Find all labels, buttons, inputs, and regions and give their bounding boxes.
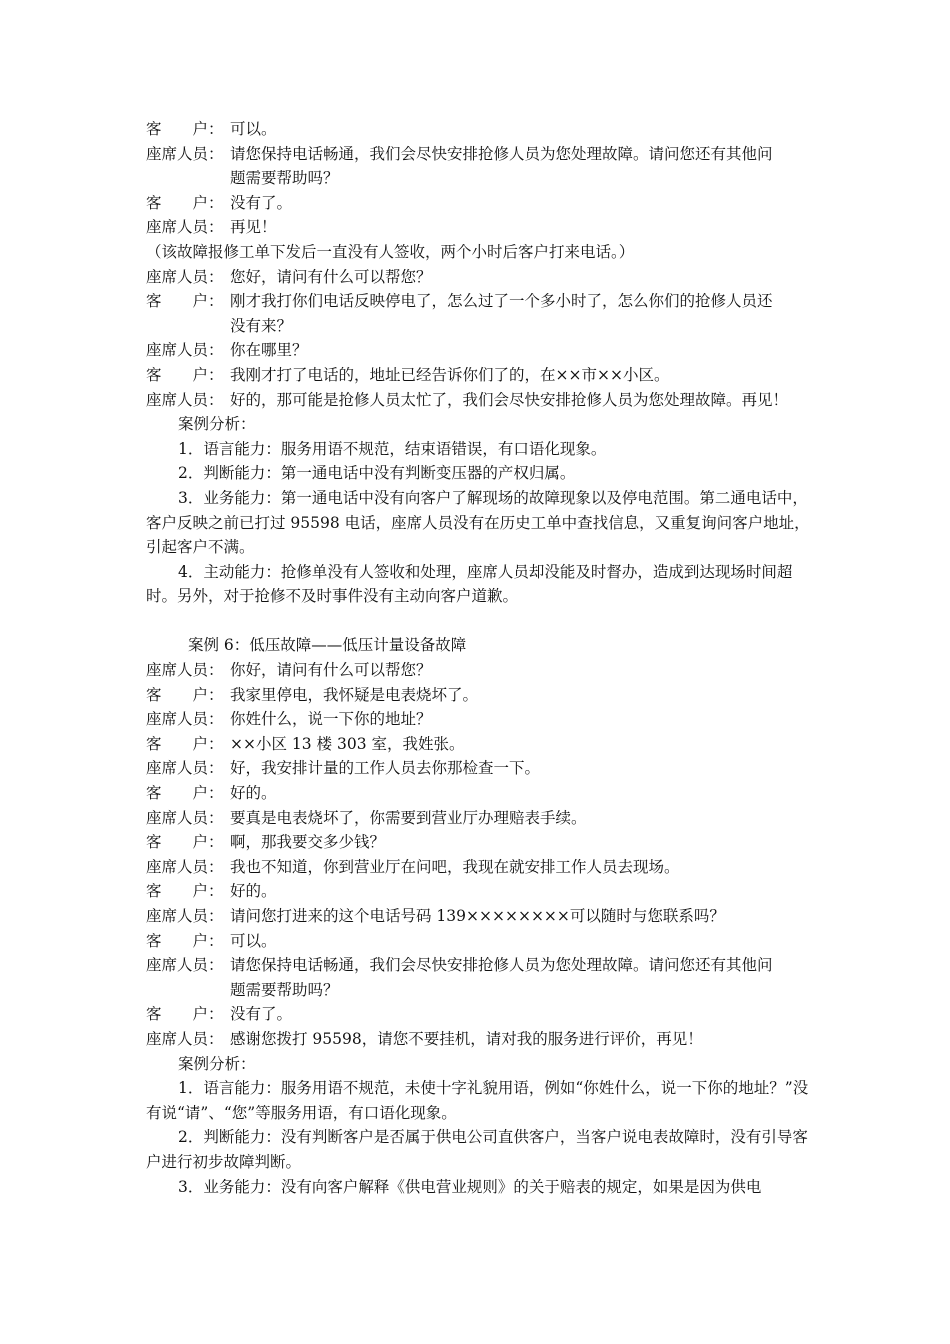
dialogue-line xyxy=(146,338,810,363)
utterance-continuation: 题需要帮助吗？ xyxy=(230,980,339,999)
utterance: 请您保持电话畅通，我们会尽快安排抢修人员为您处理故障。请问您还有其他问 xyxy=(230,144,773,163)
dialogue-line xyxy=(146,683,810,708)
utterance: 感谢您拨打 95598，请您不要挂机，请对我的服务进行评价，再见！ xyxy=(230,1029,703,1048)
utterance: 可以。 xyxy=(230,120,277,138)
dialogue-line xyxy=(146,658,810,683)
dialogue-line xyxy=(146,953,810,978)
utterance: 好的。 xyxy=(230,784,277,803)
utterance: 刚才我打你们电话反映停电了，怎么过了一个多小时了，怎么你们的抢修人员还 xyxy=(230,292,773,311)
speaker-label: 客 户： xyxy=(146,734,224,753)
speaker-label: 客 户： xyxy=(146,120,224,138)
dialogue-line xyxy=(146,732,810,757)
analysis-heading: 案例分析： xyxy=(178,1054,256,1073)
speaker-label: 客 户： xyxy=(146,882,224,901)
dialogue-line xyxy=(146,191,810,216)
dialogue-line xyxy=(146,388,810,413)
utterance: 好，我安排计量的工作人员去你那检查一下。 xyxy=(230,759,541,778)
speaker-label: 座席人员： xyxy=(146,341,224,360)
analysis-item: 3．业务能力：没有向客户解释《供电营业规则》的关于赔表的规定，如果是因为供电 xyxy=(178,1177,762,1196)
dialogue-line xyxy=(146,363,810,388)
utterance: 请您保持电话畅通，我们会尽快安排抢修人员为您处理故障。请问您还有其他问 xyxy=(230,956,773,975)
speaker-label: 座席人员： xyxy=(146,907,224,925)
speaker-label: 客 户： xyxy=(146,193,224,212)
dialogue-line xyxy=(146,1027,810,1052)
speaker-label: 座席人员： xyxy=(146,390,224,409)
dialogue-line xyxy=(146,756,810,781)
utterance-continuation: 题需要帮助吗？ xyxy=(230,169,339,188)
utterance: 好的，那可能是抢修人员太忙了，我们会尽快安排抢修人员为您处理故障。再见！ xyxy=(230,390,789,409)
analysis-item: 2．判断能力：第一通电话中没有判断变压器的产权归属。 xyxy=(178,464,576,483)
dialogue-line xyxy=(146,830,810,855)
utterance: 你姓什么，说一下你的地址？ xyxy=(230,710,432,729)
speaker-label: 客 户： xyxy=(146,292,224,311)
analysis-item: 1．语言能力：服务用语不规范，未使十字礼貌用语，例如“你姓什么，说一下你的地址？”没有说“请”、“您”等服务用语，有口语化现象。 xyxy=(146,1079,809,1122)
speaker-label: 客 户： xyxy=(146,784,224,803)
speaker-label: 座席人员： xyxy=(146,956,224,975)
dialogue-line xyxy=(146,929,810,954)
dialogue-line xyxy=(146,806,810,831)
utterance: 您好，请问有什么可以帮您？ xyxy=(230,267,432,286)
case-title: 案例 6：低压故障——低压计量设备故障 xyxy=(188,636,467,655)
analysis-item: 4．主动能力：抢修单没有人签收和处理，座席人员却没能及时督办，造成到达现场时间超时。另外，对于抢修不及时事件没有主动向客户道歉。 xyxy=(146,562,793,606)
speaker-label: 座席人员： xyxy=(146,661,224,680)
dialogue-line xyxy=(146,855,810,880)
speaker-label: 座席人员： xyxy=(146,710,224,729)
utterance: 你好，请问有什么可以帮您？ xyxy=(230,661,432,680)
utterance: ××小区 13 楼 303 室，我姓张。 xyxy=(230,734,465,753)
utterance: 可以。 xyxy=(230,931,277,950)
dialogue-line xyxy=(146,904,810,929)
utterance: 请问您打进来的这个电话号码 139××××××××可以随时与您联系吗？ xyxy=(230,907,725,925)
analysis-heading: 案例分析： xyxy=(178,415,256,434)
analysis-item: 1．语言能力：服务用语不规范，结束语错误，有口语化现象。 xyxy=(178,439,607,458)
speaker-label: 座席人员： xyxy=(146,144,224,163)
dialogue-line xyxy=(146,879,810,904)
utterance: 啊，那我要交多少钱？ xyxy=(230,833,386,852)
dialogue-line xyxy=(146,1002,810,1027)
speaker-label: 座席人员： xyxy=(146,857,224,876)
dialogue-line xyxy=(146,117,810,142)
utterance-continuation: 没有来？ xyxy=(230,316,293,335)
dialogue-line xyxy=(146,215,810,240)
speaker-label: 客 户： xyxy=(146,1005,224,1024)
analysis-item: 2．判断能力：没有判断客户是否属于供电公司直供客户，当客户说电表故障时，没有引导客户进行初步故障判断。 xyxy=(146,1128,808,1171)
speaker-label: 座席人员： xyxy=(146,218,224,237)
narration-note: （该故障报修工单下发后一直没有人签收，两个小时后客户打来电话。） xyxy=(146,242,635,261)
utterance: 好的。 xyxy=(230,882,277,901)
utterance: 我家里停电，我怀疑是电表烧坏了。 xyxy=(230,685,479,704)
section-gap xyxy=(146,609,810,634)
utterance: 我也不知道，你到营业厅在问吧，我现在就安排工作人员去现场。 xyxy=(230,857,680,876)
speaker-label: 客 户： xyxy=(146,365,224,384)
dialogue-line xyxy=(146,781,810,806)
dialogue-line xyxy=(146,289,810,314)
utterance: 没有了。 xyxy=(230,1005,293,1024)
dialogue-line xyxy=(146,707,810,732)
speaker-label: 客 户： xyxy=(146,685,224,704)
speaker-label: 座席人员： xyxy=(146,759,224,778)
speaker-label: 座席人员： xyxy=(146,1029,224,1048)
utterance: 你在哪里？ xyxy=(230,341,308,360)
dialogue-line xyxy=(146,142,810,167)
analysis-item: 3．业务能力：第一通电话中没有向客户了解现场的故障现象以及停电范围。第二通电话中，客户反映之前已打过 95598 电话，座席人员没有在历史工单中查找信息，又重复询问客户地址，引起客户不满。 xyxy=(146,488,810,557)
utterance: 我刚才打了电话的，地址已经告诉你们了的，在××市××小区。 xyxy=(230,365,670,384)
speaker-label: 客 户： xyxy=(146,931,224,950)
speaker-label: 座席人员： xyxy=(146,267,224,286)
utterance: 没有了。 xyxy=(230,193,293,212)
document-body xyxy=(146,117,810,1199)
utterance: 再见！ xyxy=(230,218,277,237)
speaker-label: 座席人员： xyxy=(146,808,224,827)
speaker-label: 客 户： xyxy=(146,833,224,852)
dialogue-line xyxy=(146,265,810,290)
utterance: 要真是电表烧坏了，你需要到营业厅办理赔表手续。 xyxy=(230,808,587,827)
